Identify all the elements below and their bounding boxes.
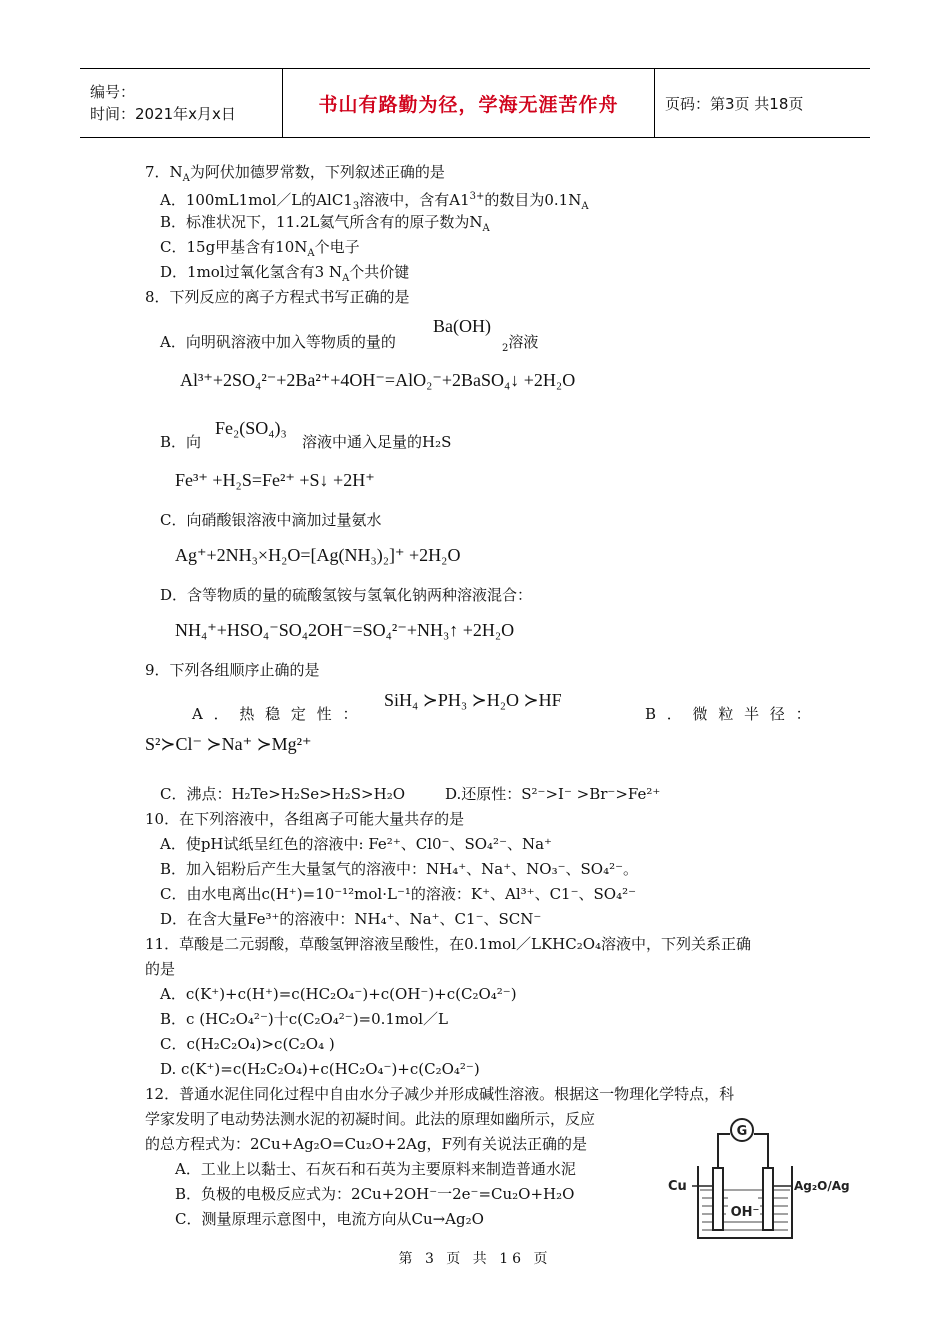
q9a-sequence: SiH₄ ≻PH₃ ≻H₂O ≻HF <box>384 690 562 710</box>
galvanometer-label: G <box>736 1124 748 1139</box>
header-meta <box>80 69 283 137</box>
q10-option-c: C．由水电离出c(H⁺)=10⁻¹²mol·L⁻¹的溶液：K⁺、Al³⁺、C1⁻、SO₄²⁻ <box>160 885 637 903</box>
q8-option-c: C．向硝酸银溶液中滴加过量氨水 <box>160 511 382 529</box>
q10-option-d: D．在含大量Fe³⁺的溶液中：NH₄⁺、Na⁺、C1⁻、SCN⁻ <box>160 910 542 928</box>
left-wire <box>718 1134 730 1170</box>
q7-option-b: B．标准状况下，11.2L氦气所含有的原子数为$N_A$ <box>160 213 490 234</box>
header-motto <box>283 69 655 137</box>
motto-text: 书山有路勤为径，学海无涯苦作舟 <box>318 93 619 116</box>
q8-option-d: D．含等物质的量的硫酸氢铵与氢氧化钠两种溶液混合： <box>160 586 533 604</box>
ag2o-electrode <box>763 1168 773 1230</box>
q8-stem: 8．下列反应的离子方程式书写正确的是 <box>145 288 410 306</box>
q9-option-d: D.还原性：S²⁻>I⁻ >Br⁻>Fe²⁺ <box>445 785 661 803</box>
q8b-equation: Fe³⁺ +H₂S=Fe²⁺ +S↓ +2H⁺ <box>175 470 375 490</box>
q10-option-b: B．加入铝粉后产生大量氢气的溶液中：NH₄⁺、Na⁺、NO₃⁻、SO₄²⁻。 <box>160 860 639 878</box>
q11-stem-cont: 的是 <box>145 960 176 978</box>
oh-label: OH⁻ <box>730 1205 760 1220</box>
cu-label: Cu <box>668 1179 687 1194</box>
q8a-equation: Al³⁺+2SO₄²⁻+2Ba²⁺+4OH⁻=AlO₂⁻+2BaSO₄↓ +2H₂O <box>180 370 576 390</box>
ag2o-label: Ag₂O/Ag <box>794 1179 850 1193</box>
q12-option-b: B．负极的电极反应式为：2Cu+2OH⁻一2e⁻=Cu₂O+H₂O <box>175 1185 575 1203</box>
q8b-suffix: 溶液中通入足量的H₂S <box>302 433 452 451</box>
cu-electrode <box>713 1168 723 1230</box>
q12-option-c: C．测量原理示意图中，电流方向从Cu→Ag₂O <box>175 1210 484 1228</box>
q9-option-c: C．沸点：H₂Te>H₂Se>H₂S>H₂O <box>160 785 406 803</box>
q7-stem: 7．$N_A$为阿伏加德罗常数，下列叙述正确的是 <box>145 163 445 184</box>
right-wire <box>754 1134 768 1170</box>
number-label: 编号： <box>90 83 136 101</box>
q12-stem-cont: 学家发明了电动势法测水泥的初凝时间。此法的原理如幽所示，反应 <box>145 1110 596 1128</box>
q9-option-a: A ． 热 稳 定 性 ： <box>192 705 361 723</box>
q9b-sequence: S²≻Cl⁻ ≻Na⁺ ≻Mg²⁺ <box>145 734 312 754</box>
page-footer: 第 3 页 共 16 页 <box>398 1251 552 1267</box>
q8-option-a: A．向明矾溶液中加入等物质的量的 <box>160 333 396 351</box>
q9-stem: 9．下列各组顺序止确的是 <box>145 661 320 679</box>
header-page <box>655 69 870 137</box>
electrochemical-cell-diagram <box>668 1110 858 1250</box>
time-label: 时间：2021年x月x日 <box>90 105 236 123</box>
q12-option-a: A．工业上以黏士、石灰石和石英为主要原料来制造普通水泥 <box>175 1160 576 1178</box>
q10-option-a: A．使pH试纸呈红色的溶液中: Fe²⁺、Cl0⁻、SO₄²⁻、Na⁺ <box>160 835 552 853</box>
q11-option-b: B．c (HC₂O₄²⁻)十c(C₂O₄²⁻)=0.1mol／L <box>160 1010 448 1028</box>
q8-option-b: B．向 <box>160 433 202 451</box>
q9-option-b: B ． 微 粒 半 径 ： <box>645 705 814 723</box>
q8c-equation: Ag⁺+2NH₃×H₂O=[Ag(NH₃)₂]⁺ +2H₂O <box>175 545 461 565</box>
q7-option-d: D．1mol过氧化氢含有3 $N_A$个共价键 <box>160 263 410 284</box>
q10-stem: 10．在下列溶液中，各组离子可能大量共存的是 <box>145 810 465 828</box>
q12-stem-eq: 的总方程式为：2Cu+Ag₂O=Cu₂O+2Ag，F列有关说法正确的是 <box>145 1135 587 1153</box>
q8a-formula: Ba(OH) <box>433 316 491 336</box>
q8b-formula: Fe₂(SO₄)₃ <box>215 418 287 438</box>
q8d-equation: NH₄⁺+HSO₄⁻SO₄2OH⁻=SO₄²⁻+NH₃↑ +2H₂O <box>175 620 515 640</box>
q11-option-c: C．c(H₂C₂O₄)>c(C₂O₄ ) <box>160 1035 335 1053</box>
q8a-suffix: $_2$溶液 <box>502 333 539 354</box>
page-header <box>80 68 870 138</box>
q11-option-d: D. c(K⁺)=c(H₂C₂O₄)+c(HC₂O₄⁻)+c(C₂O₄²⁻) <box>160 1060 480 1078</box>
q12-stem: 12．普通水泥住同化过程中自由水分子减少并形成碱性溶液。根据这一物理化学特点，科 <box>145 1085 735 1103</box>
q7-option-c: C．15g甲基含有$10N_A$个电子 <box>160 238 360 259</box>
page-label: 页码：第3页 共18页 <box>665 94 804 113</box>
q11-stem: 11．草酸是二元弱酸，草酸氢钾溶液呈酸性，在0.1mol／LKHC₂O₄溶液中，下列关系正确 <box>145 935 752 953</box>
q11-option-a: A．c(K⁺)+c(H⁺)=c(HC₂O₄⁻)+c(OH⁻)+c(C₂O₄²⁻) <box>160 985 517 1003</box>
q7-option-a: A．100mL1mol／L的$AlC1_3$溶液中，含有$A1^{3+}$的数目为$0.1N_A$ <box>160 191 589 212</box>
